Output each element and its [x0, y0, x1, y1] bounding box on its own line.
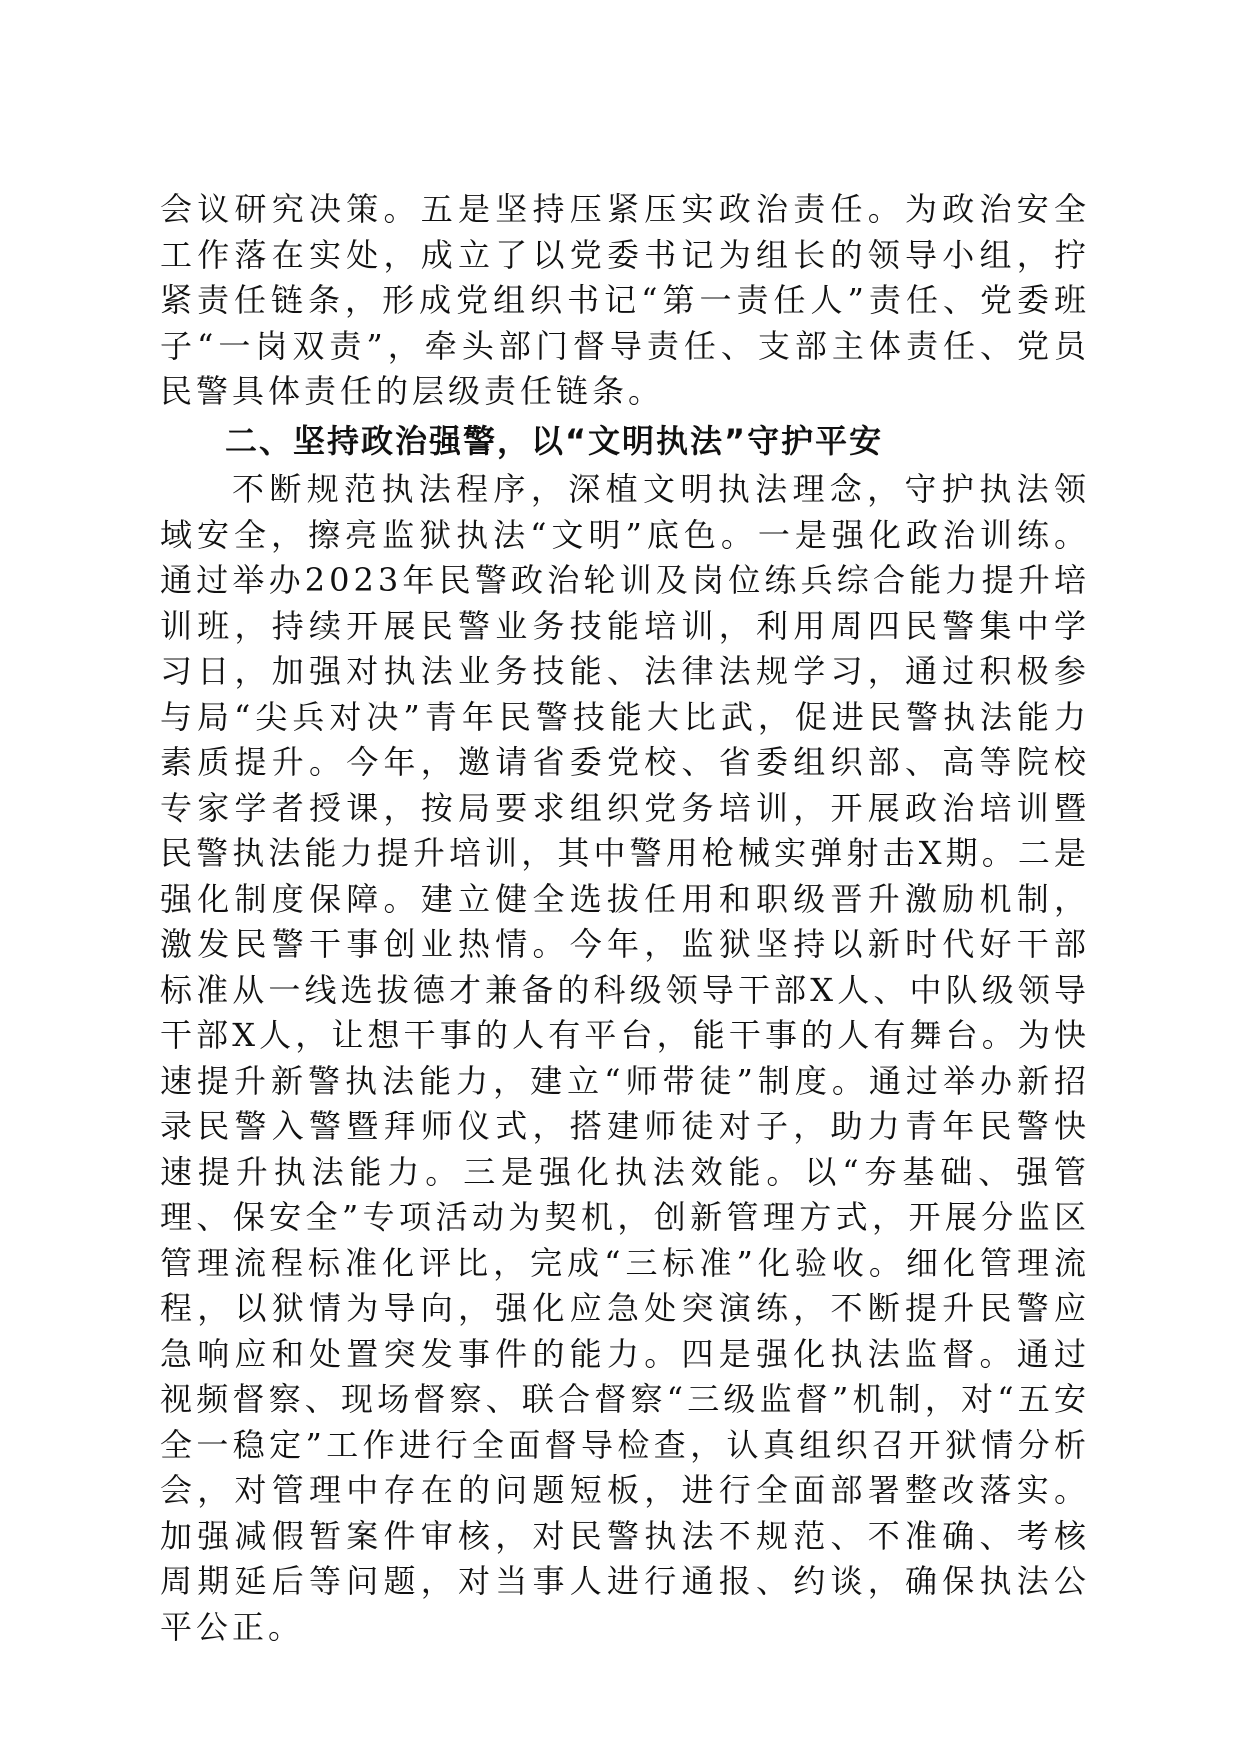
section-heading: 二、坚持政治强警，以“文明执法”守护平安: [225, 422, 884, 460]
paragraph-body: 不断规范执法程序，深植文明执法理念，守护执法领域安全，擦亮监狱执法“文明”底色。一是强化政治训练。通过举办2023年民警政治轮训及岗位练兵综合能力提升培训班，持续开展民警业务技能培训，利用周四民警集中学习日，加强对执法业务技能、法律法规学习，通过积极参与局“尖兵对决”青年民警技能大比武，促进民警执法能力素质提升。今年，邀请省委党校、省委组织部、高等院校专家学者授课，按局要求组织党务培训，开展政治培训暨民警执法能力提升培训，其中警用枪械实弹射击X期。二是强化制度保障。建立健全选拔任用和职级晋升激励机制，激发民警干事创业热情。今年，监狱坚持以新时代好干部标准从一线选拔德才兼备的科级领导干部X人、中队级领导干部X人，让想干事的人有平台，能干事的人有舞台。为快速提升新警执法能力，建立“师带徒”制度。通过举办新招录民警入警暨拜师仪式，搭建师徒对子，助力青年民警快速提升执法能力。三是强化执法效能。以“夯基础、强管理、保安全”专项活动为契机，创新管理方式，开展分监区管理流程标准化评比，完成“三标准”化验收。细化管理流程，以狱情为导向，强化应急处突演练，不断提升民警应急响应和处置突发事件的能力。四是强化执法监督。通过视频督察、现场督察、联合督察“三级监督”机制，对“五安全一稳定”工作进行全面督导检查，认真组织召开狱情分析会，对管理中存在的问题短板，进行全面部署整改落实。加强减假暂案件审核，对民警执法不规范、不准确、考核周期延后等问题，对当事人进行通报、约谈，确保执法公平公正。: [160, 470, 1090, 1646]
paragraph-continuation: 会议研究决策。五是坚持压紧压实政治责任。为政治安全工作落在实处，成立了以党委书记为组长的领导小组，拧紧责任链条，形成党组织书记“第一责任人”责任、党委班子“一岗双责”，牵头部门督导责任、支部主体责任、党员民警具体责任的层级责任链条。: [160, 190, 1090, 410]
